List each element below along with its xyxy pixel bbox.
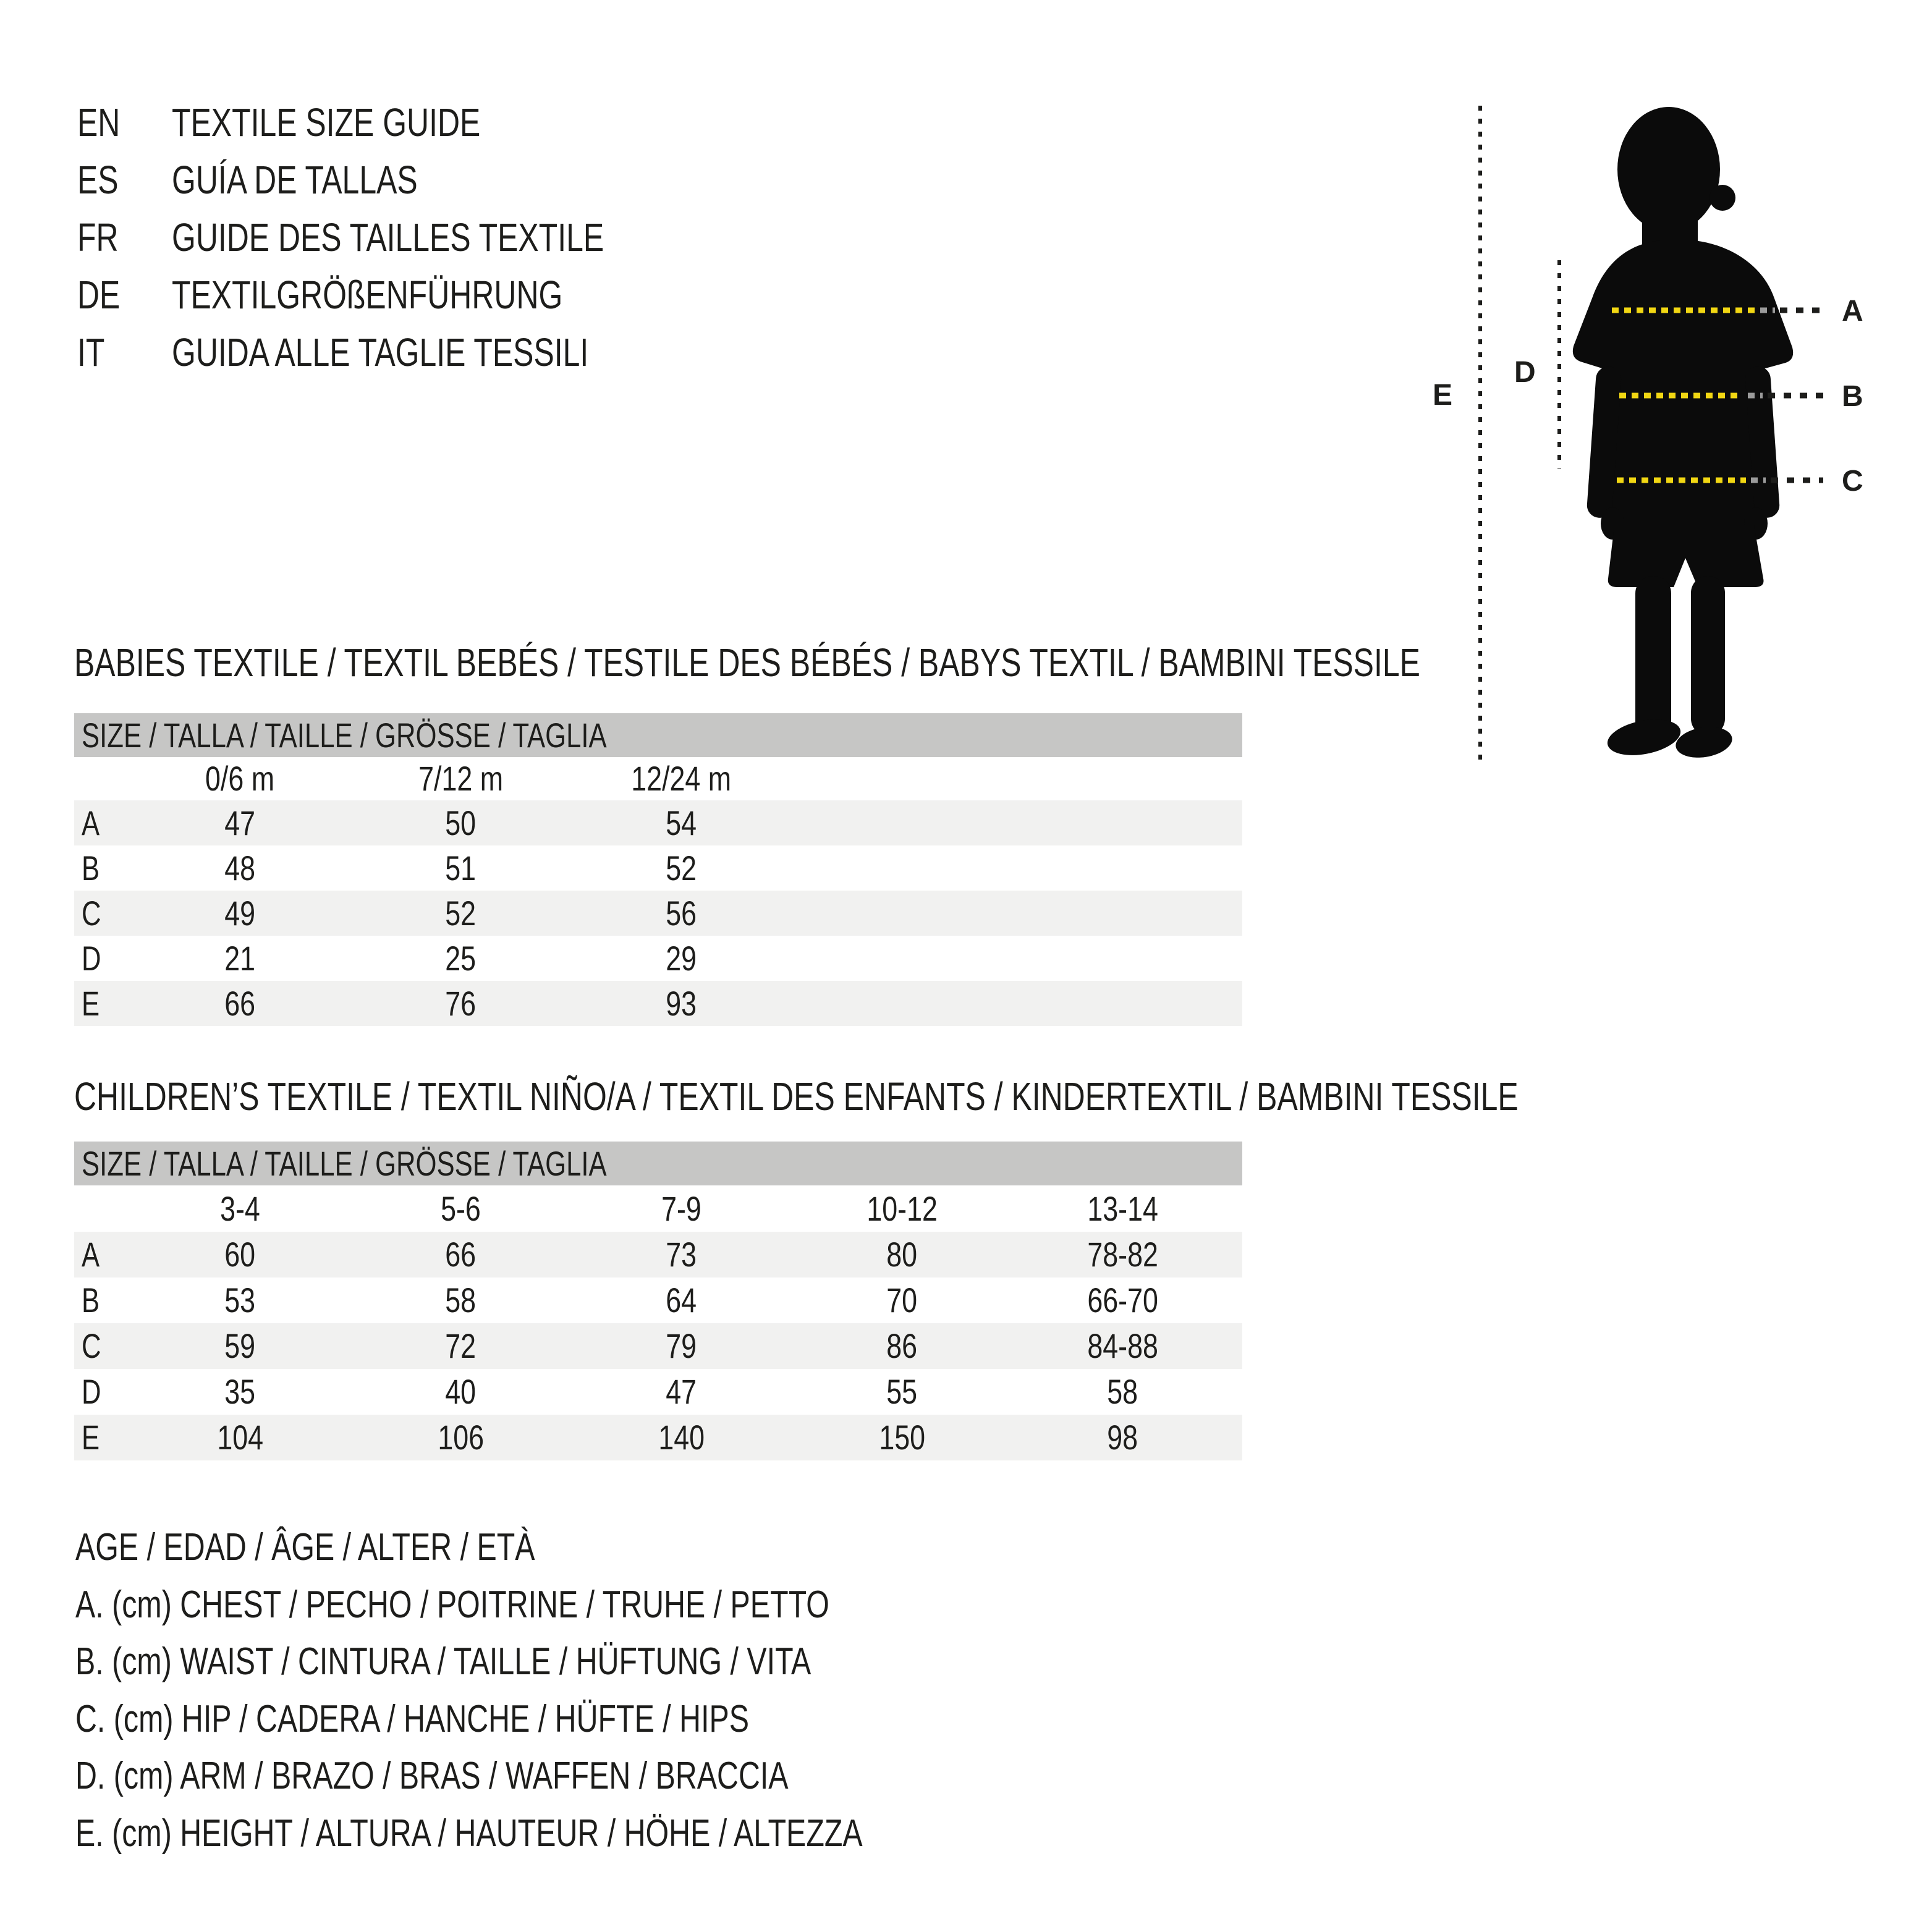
column-header-text: 12/24 m: [631, 759, 732, 798]
size-value-cell: [1012, 1323, 1233, 1369]
size-value: 66-70: [1087, 1281, 1158, 1320]
size-value: 86: [886, 1326, 918, 1365]
size-value-cell: [350, 1232, 571, 1277]
size-value: 56: [666, 894, 697, 933]
column-header: [350, 757, 571, 800]
column-header-text: 7/12 m: [418, 759, 503, 798]
size-value: 150: [879, 1418, 925, 1457]
size-value-cell: [1012, 1369, 1233, 1415]
figure-label-b: B: [1842, 380, 1863, 413]
table-row-b: [74, 1277, 1242, 1323]
children-size-header-text: SIZE / TALLA / TAILLE / GRÖSSE / TAGLIA: [82, 1144, 607, 1183]
size-value: 140: [658, 1418, 705, 1457]
size-value-cell: [571, 1277, 792, 1323]
size-value: 66: [224, 984, 256, 1023]
column-header: [571, 757, 792, 800]
language-code: IT: [77, 330, 105, 375]
language-code: EN: [77, 100, 121, 145]
column-header-text: 5-6: [441, 1189, 481, 1228]
size-value: 52: [666, 849, 697, 888]
size-value: 58: [1107, 1372, 1138, 1411]
row-label: [74, 1415, 130, 1460]
language-title: GUIDE DES TAILLES TEXTILE: [172, 215, 604, 260]
size-value-cell: [130, 1415, 350, 1460]
column-header: [350, 1185, 571, 1232]
row-label: [74, 1277, 130, 1323]
size-value: 80: [886, 1235, 918, 1274]
size-value: 21: [224, 939, 256, 978]
size-value-cell: [792, 1415, 1012, 1460]
size-value-cell: [1012, 1277, 1233, 1323]
size-value-cell: [792, 1277, 1012, 1323]
column-header-text: 13-14: [1087, 1189, 1158, 1228]
row-label-text: E: [82, 1418, 100, 1457]
size-value-cell: [350, 936, 571, 981]
size-value: 53: [224, 1281, 256, 1320]
size-value: 70: [886, 1281, 918, 1320]
size-value: 93: [666, 984, 697, 1023]
size-value: 40: [445, 1372, 477, 1411]
children-size-header-bar: [74, 1142, 1242, 1185]
size-value-cell: [350, 1323, 571, 1369]
size-value: 98: [1107, 1418, 1138, 1457]
column-header-text: 3-4: [220, 1189, 260, 1228]
size-value: 104: [217, 1418, 263, 1457]
column-header: [130, 757, 350, 800]
children-section-heading: [74, 1074, 1926, 1119]
size-value: 60: [224, 1235, 256, 1274]
size-value-cell: [130, 936, 350, 981]
language-title: GUÍA DE TALLAS: [172, 158, 418, 202]
size-value-cell: [571, 800, 792, 845]
table-row-a: [74, 800, 1242, 845]
table-row-c: [74, 1323, 1242, 1369]
size-value: 47: [224, 803, 256, 842]
size-value-cell: [350, 845, 571, 891]
size-value-cell: [130, 1323, 350, 1369]
language-title-list: [77, 94, 1004, 391]
legend-line-text: A. (cm) CHEST / PECHO / POITRINE / TRUHE / PETTO: [75, 1583, 829, 1626]
legend-line-text: E. (cm) HEIGHT / ALTURA / HAUTEUR / HÖHE / ALTEZZA: [75, 1812, 863, 1855]
row-label: [74, 1323, 130, 1369]
figure-label-c: C: [1842, 465, 1863, 498]
row-label-text: D: [82, 1372, 101, 1411]
row-label: [74, 891, 130, 936]
size-value-cell: [350, 1277, 571, 1323]
table-row-b: [74, 845, 1242, 891]
table-row-a: [74, 1232, 1242, 1277]
size-value: 76: [445, 984, 477, 1023]
size-value-cell: [792, 1323, 1012, 1369]
table-row-d: [74, 936, 1242, 981]
column-header-text: 7-9: [661, 1189, 701, 1228]
legend-line-3: [75, 1690, 939, 1748]
size-value: 25: [445, 939, 477, 978]
size-value: 59: [224, 1326, 256, 1365]
size-value-cell: [571, 1323, 792, 1369]
row-label-text: A: [82, 1235, 100, 1274]
size-value-cell: [571, 936, 792, 981]
size-value: 72: [445, 1326, 477, 1365]
legend-line-0: [75, 1519, 664, 1576]
size-value: 52: [445, 894, 477, 933]
size-value: 78-82: [1087, 1235, 1158, 1274]
size-value-cell: [130, 1369, 350, 1415]
table-row-d: [74, 1369, 1242, 1415]
size-value: 106: [438, 1418, 484, 1457]
size-value-cell: [792, 1232, 1012, 1277]
table-row-e: [74, 981, 1242, 1026]
children-column-header-row: [0, 1185, 1932, 1232]
size-value: 47: [666, 1372, 697, 1411]
legend-line-text: AGE / EDAD / ÂGE / ALTER / ETÀ: [75, 1526, 535, 1569]
column-header: [1012, 1185, 1233, 1232]
row-label-text: C: [82, 894, 101, 933]
size-value-cell: [130, 800, 350, 845]
language-row-de: [77, 266, 1004, 324]
row-label-text: C: [82, 1326, 101, 1365]
size-value-cell: [130, 1232, 350, 1277]
column-header-text: 10-12: [866, 1189, 938, 1228]
language-row-en: [77, 94, 1004, 151]
size-value-cell: [350, 1369, 571, 1415]
size-value: 35: [224, 1372, 256, 1411]
row-label: [74, 845, 130, 891]
size-value-cell: [571, 981, 792, 1026]
size-value: 79: [666, 1326, 697, 1365]
row-label: [74, 981, 130, 1026]
table-row-c: [74, 891, 1242, 936]
babies-size-header-bar: [74, 713, 1242, 757]
size-value: 55: [886, 1372, 918, 1411]
row-label: [74, 936, 130, 981]
size-value-cell: [130, 891, 350, 936]
row-label-text: A: [82, 803, 100, 842]
column-header: [792, 1185, 1012, 1232]
size-value: 73: [666, 1235, 697, 1274]
size-value-cell: [1012, 1232, 1233, 1277]
size-value-cell: [571, 1415, 792, 1460]
column-header: [130, 1185, 350, 1232]
size-value: 66: [445, 1235, 477, 1274]
row-label-text: B: [82, 1281, 100, 1320]
size-value-cell: [130, 1277, 350, 1323]
babies-size-header-text: SIZE / TALLA / TAILLE / GRÖSSE / TAGLIA: [82, 716, 607, 755]
babies-section-heading: [74, 640, 1800, 685]
language-code: FR: [77, 215, 119, 260]
row-label-text: B: [82, 849, 100, 888]
size-value-cell: [571, 1369, 792, 1415]
legend-line-text: C. (cm) HIP / CADERA / HANCHE / HÜFTE / HIPS: [75, 1697, 750, 1740]
size-value-cell: [130, 845, 350, 891]
figure-label-e: E: [1433, 379, 1453, 412]
size-value: 49: [224, 894, 256, 933]
babies-column-header-row: [0, 757, 1932, 800]
legend-line-1: [75, 1576, 1042, 1633]
language-row-fr: [77, 209, 1004, 266]
size-value: 54: [666, 803, 697, 842]
legend-line-2: [75, 1633, 1019, 1690]
row-label-text: E: [82, 984, 100, 1023]
babies-section-heading-text: BABIES TEXTILE / TEXTIL BEBÉS / TESTILE DES BÉBÉS / BABYS TEXTIL / BAMBINI TESSILE: [74, 640, 1420, 685]
column-header: [571, 1185, 792, 1232]
legend-line-text: B. (cm) WAIST / CINTURA / TAILLE / HÜFTUNG / VITA: [75, 1640, 811, 1684]
table-row-e: [74, 1415, 1242, 1460]
legend-line-4: [75, 1747, 989, 1805]
size-value-cell: [350, 1415, 571, 1460]
size-value: 84-88: [1087, 1326, 1158, 1365]
size-value-cell: [792, 1369, 1012, 1415]
row-label: [74, 1232, 130, 1277]
size-value-cell: [1012, 1415, 1233, 1460]
figure-label-a: A: [1842, 295, 1863, 328]
children-section-heading-text: CHILDREN’S TEXTILE / TEXTIL NIÑO/A / TEXTIL DES ENFANTS / KINDERTEXTIL / BAMBINI TESSILE: [74, 1074, 1519, 1119]
language-title: TEXTILE SIZE GUIDE: [172, 100, 481, 145]
size-value: 29: [666, 939, 697, 978]
language-code: DE: [77, 273, 121, 317]
size-value-cell: [350, 891, 571, 936]
language-title: TEXTILGRÖßENFÜHRUNG: [172, 273, 563, 317]
language-title: GUIDA ALLE TAGLIE TESSILI: [172, 330, 589, 375]
size-value-cell: [350, 981, 571, 1026]
legend-line-text: D. (cm) ARM / BRAZO / BRAS / WAFFEN / BRACCIA: [75, 1755, 789, 1798]
column-header-text: 0/6 m: [205, 759, 275, 798]
size-value: 50: [445, 803, 477, 842]
size-value-cell: [571, 1232, 792, 1277]
size-value-cell: [571, 891, 792, 936]
size-value: 58: [445, 1281, 477, 1320]
language-row-es: [77, 151, 1004, 209]
size-value: 48: [224, 849, 256, 888]
language-code: ES: [77, 158, 119, 202]
size-value-cell: [571, 845, 792, 891]
size-value: 51: [445, 849, 477, 888]
figure-label-d: D: [1514, 356, 1536, 389]
size-value-cell: [130, 981, 350, 1026]
size-value-cell: [350, 800, 571, 845]
size-value: 64: [666, 1281, 697, 1320]
row-label-text: D: [82, 939, 101, 978]
row-label: [74, 800, 130, 845]
language-row-it: [77, 324, 1004, 381]
row-label: [74, 1369, 130, 1415]
legend-line-5: [75, 1805, 1085, 1862]
